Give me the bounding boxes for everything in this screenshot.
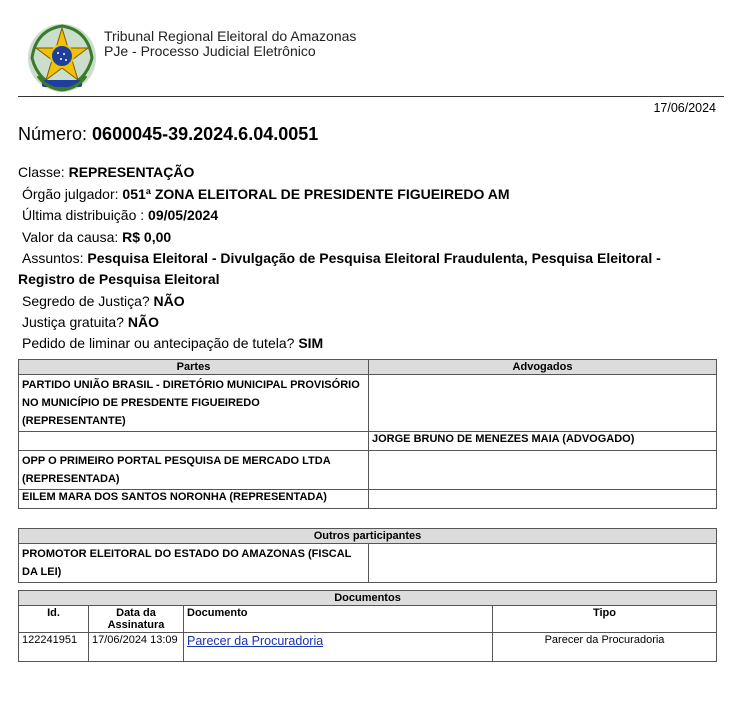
field-label: Valor da causa: [22, 229, 123, 245]
table-row [19, 633, 717, 662]
field-label: Segredo de Justiça? [22, 293, 154, 309]
outros-participantes-table [18, 528, 717, 583]
field-label: Classe: [18, 164, 69, 180]
col-tipo-header: Tipo [493, 606, 717, 633]
document-header [0, 0, 751, 98]
parte-cell: EILEM MARA DOS SANTOS NORONHA (REPRESENTADA) [19, 490, 369, 509]
outros-participantes-header: Outros participantes [19, 529, 717, 544]
process-number-label: Número: [18, 124, 88, 144]
field-assuntos-cont [18, 270, 220, 288]
documentos-header: Documentos [19, 591, 717, 606]
parte-cell [19, 432, 369, 451]
field-segredo-justica [22, 292, 185, 310]
field-value: SIM [298, 335, 324, 351]
header-divider [18, 96, 724, 97]
parte-cell: PARTIDO UNIÃO BRASIL - DIRETÓRIO MUNICIPAL PROVISÓRIO NO MUNICÍPIO DE PRESDENTE FIGUEIREDO (REPRESENTANTE) [19, 375, 369, 432]
parte-cell: OPP O PRIMEIRO PORTAL PESQUISA DE MERCADO LTDA (REPRESENTADA) [19, 451, 369, 490]
field-label: Assuntos: [22, 250, 88, 266]
field-value: Pesquisa Eleitoral - Divulgação de Pesquisa Eleitoral Fraudulenta, Pesquisa Eleitoral - [87, 250, 661, 266]
doc-documento-cell [184, 633, 493, 662]
system-name: PJe - Processo Judicial Eletrônico [104, 43, 316, 59]
advogado-cell: JORGE BRUNO DE MENEZES MAIA (ADVOGADO) [369, 432, 717, 451]
field-value: R$ 0,00 [122, 229, 172, 245]
advogados-header: Advogados [369, 360, 717, 375]
process-number-value: 0600045-39.2024.6.04.0051 [92, 124, 319, 144]
field-value: NÃO [153, 293, 185, 309]
process-number [18, 124, 318, 145]
advogado-cell [369, 490, 717, 509]
advogado-cell [369, 451, 717, 490]
col-documento-header: Documento [184, 606, 493, 633]
field-label: Última distribuição : [22, 207, 149, 223]
table-row [19, 432, 717, 451]
field-label: Órgão julgador: [22, 186, 123, 202]
field-value: 051ª ZONA ELEITORAL DE PRESIDENTE FIGUEIREDO AM [122, 186, 510, 202]
field-value: Registro de Pesquisa Eleitoral [18, 271, 220, 287]
table-row [19, 375, 717, 432]
field-value: 09/05/2024 [148, 207, 219, 223]
field-label: Justiça gratuita? [22, 314, 128, 330]
partes-table [18, 359, 717, 509]
doc-data-cell: 17/06/2024 13:09 [89, 633, 184, 662]
col-data-header: Data da Assinatura [89, 606, 184, 633]
doc-tipo-cell: Parecer da Procuradoria [493, 633, 717, 662]
partes-header: Partes [19, 360, 369, 375]
documentos-table [18, 590, 717, 662]
advogado-cell [369, 375, 717, 432]
brazil-coat-of-arms-icon [26, 18, 98, 94]
field-value: REPRESENTAÇÃO [68, 164, 195, 180]
col-id-header: Id. [19, 606, 89, 633]
print-date: 17/06/2024 [653, 101, 716, 115]
parecer-document-link[interactable]: Parecer da Procuradoria [187, 634, 324, 648]
extra-cell [369, 544, 717, 583]
table-row [19, 544, 717, 583]
table-row [19, 490, 717, 509]
field-ultima-distribuicao [22, 206, 218, 224]
field-label: Pedido de liminar ou antecipação de tutela? [22, 335, 299, 351]
field-orgao-julgador [22, 185, 510, 203]
field-justica-gratuita [22, 313, 159, 331]
parte-cell: PROMOTOR ELEITORAL DO ESTADO DO AMAZONAS (FISCAL DA LEI) [19, 544, 369, 583]
table-row [19, 451, 717, 490]
doc-id-cell: 122241951 [19, 633, 89, 662]
field-pedido-liminar [22, 334, 323, 352]
field-assuntos [22, 249, 661, 267]
field-valor-causa [22, 228, 171, 246]
tribunal-name: Tribunal Regional Eleitoral do Amazonas [104, 28, 357, 44]
field-value: NÃO [127, 314, 159, 330]
field-classe [18, 163, 194, 181]
